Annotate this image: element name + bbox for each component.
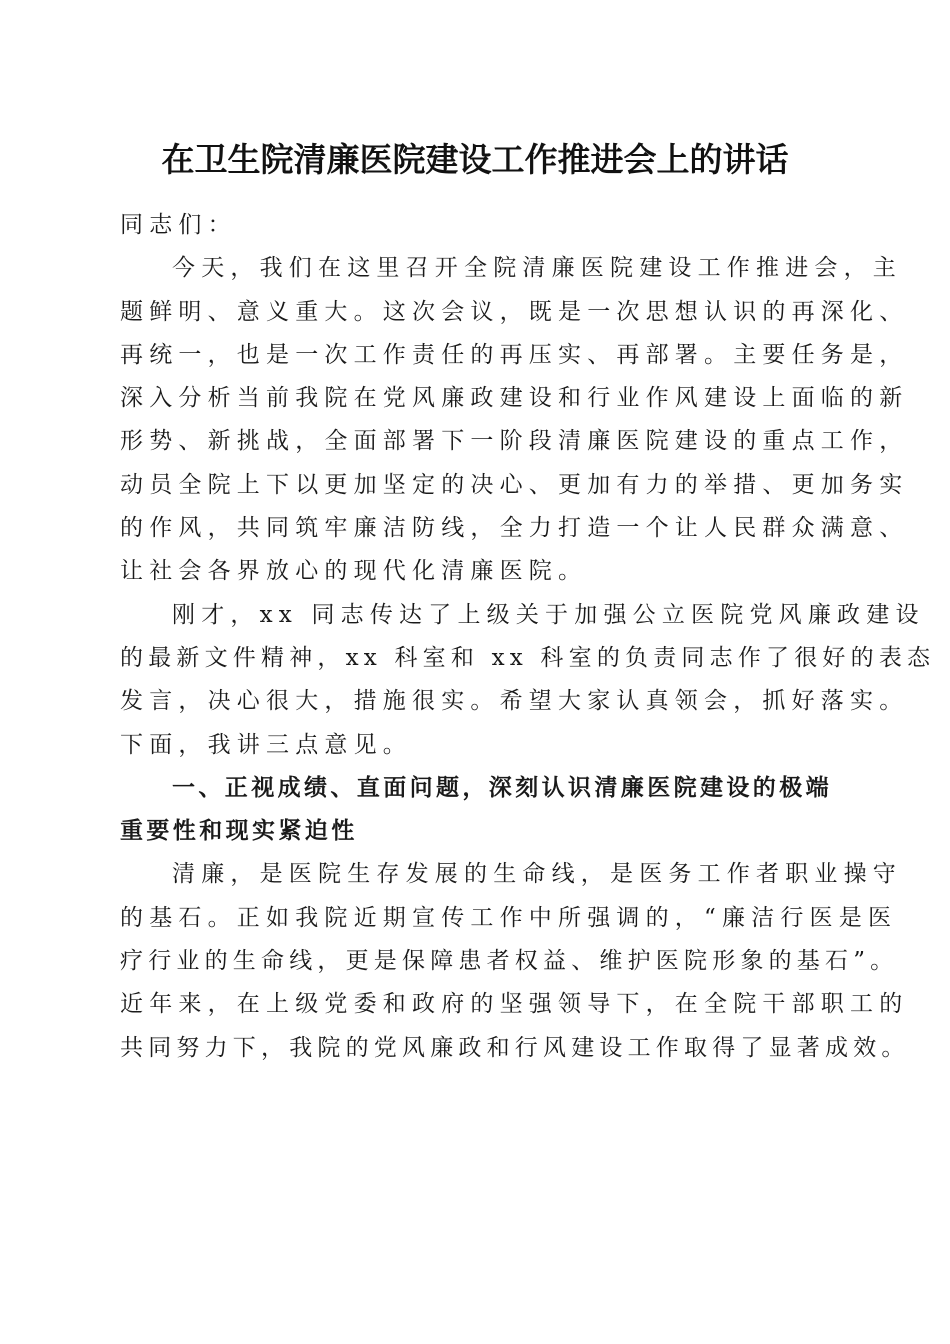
paragraph-line: 共同努力下，我院的党风廉政和行风建设工作取得了显著成效。 (120, 1034, 910, 1061)
paragraph-line: 清廉，是医院生存发展的生命线，是医务工作者职业操守 (172, 861, 902, 888)
paragraph-line: 发言，决心很大，措施很实。希望大家认真领会，抓好落实。 (120, 688, 909, 715)
paragraph-line: 刚才，xx 同志传达了上级关于加强公立医院党风廉政建设 (172, 601, 925, 628)
salutation: 同志们： (120, 212, 237, 238)
section-heading: 重要性和现实紧迫性 (120, 818, 358, 845)
paragraph-line: 今天，我们在这里召开全院清廉医院建设工作推进会，主 (172, 255, 902, 282)
paragraph-line: 的最新文件精神，xx 科室和 xx 科室的负责同志作了很好的表态 (120, 644, 936, 671)
paragraph-line: 近年来，在上级党委和政府的坚强领导下，在全院干部职工的 (120, 991, 909, 1018)
paragraph-line: 下面，我讲三点意见。 (120, 731, 412, 758)
section-heading: 一、正视成绩、直面问题，深刻认识清廉医院建设的极端 (172, 774, 832, 801)
paragraph-line: 疗行业的生命线，更是保障患者权益、维护医院形象的基石”。 (120, 948, 899, 975)
paragraph-line: 题鲜明、意义重大。这次会议，既是一次思想认识的再深化、 (120, 298, 909, 325)
paragraph-line: 的作风，共同筑牢廉洁防线，全力打造一个让人民群众满意、 (120, 515, 909, 542)
paragraph-line: 深入分析当前我院在党风廉政建设和行业作风建设上面临的新 (120, 385, 909, 412)
document-title: 在卫生院清廉医院建设工作推进会上的讲话 (161, 140, 789, 179)
paragraph-line: 的基石。正如我院近期宣传工作中所强调的，“廉洁行医是医 (120, 904, 898, 931)
paragraph-line: 动员全院上下以更加坚定的决心、更加有力的举措、更加务实 (120, 471, 909, 498)
paragraph-line: 让社会各界放心的现代化清廉医院。 (120, 558, 588, 585)
paragraph-line: 再统一，也是一次工作责任的再压实、再部署。主要任务是， (120, 341, 909, 368)
document-body (120, 204, 936, 1070)
paragraph-line: 形势、新挑战，全面部署下一阶段清廉医院建设的重点工作， (120, 428, 909, 455)
